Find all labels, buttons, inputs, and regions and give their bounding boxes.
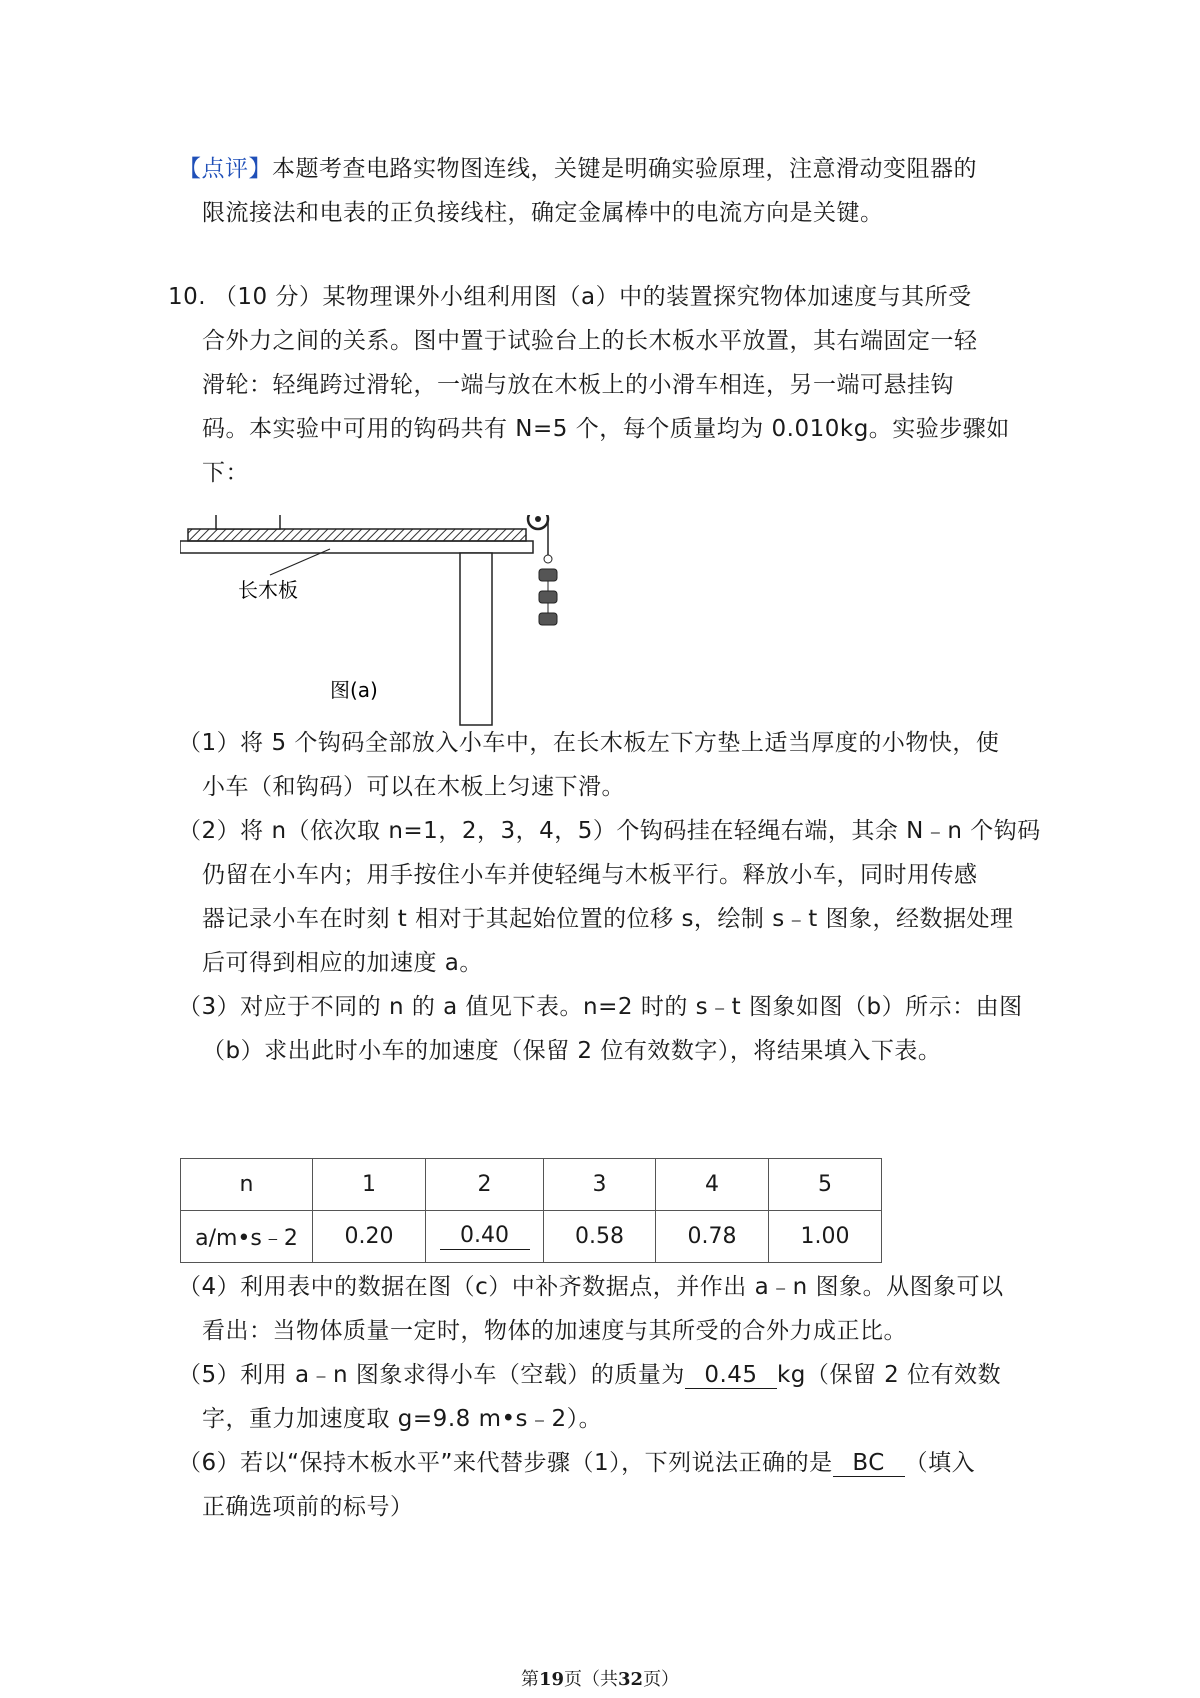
question-line-1	[168, 282, 972, 312]
comment-text-1: 本题考查电路实物图连线，关键是明确实验原理，注意滑动变阻器的	[272, 156, 977, 182]
comment-line-1	[178, 154, 977, 184]
long-board	[188, 529, 526, 541]
table-answer-a-2: 0.40	[440, 1223, 530, 1250]
cart	[216, 515, 280, 529]
footer-page-number: 19	[538, 1669, 564, 1690]
page-footer	[0, 1665, 1200, 1691]
step5-text-pre: （5）利用 a﹣n 图象求得小车（空载）的质量为	[178, 1362, 685, 1388]
step4-line1: （4）利用表中的数据在图（c）中补齐数据点，并作出 a﹣n 图象。从图象可以	[178, 1274, 1004, 1300]
board-label: 长木板	[238, 578, 298, 602]
step6-text-pre: （6）若以“保持木板水平”来代替步骤（1），下列说法正确的是	[178, 1450, 833, 1476]
footer-total-pages: 32	[618, 1669, 644, 1690]
step5-text-post: kg（保留 2 位有效数	[776, 1362, 1002, 1388]
footer-pre: 第	[520, 1669, 539, 1690]
step2-line1: （2）将 n（依次取 n=1，2，3，4，5）个钩码挂在轻绳右端，其余 N﹣n 个钩码	[178, 818, 1041, 844]
table-row-n	[181, 1159, 882, 1211]
table-row-a	[181, 1211, 882, 1263]
step3-line2: （b）求出此时小车的加速度（保留 2 位有效数字），将结果填入下表。	[202, 1038, 942, 1064]
step5-line1	[178, 1360, 1001, 1390]
table-cell-n-5: 5	[769, 1159, 882, 1211]
step6-line1	[178, 1448, 975, 1478]
figure-a-caption: 图(a)	[330, 678, 378, 702]
footer-mid: 页（共	[564, 1669, 618, 1690]
question-line-3: 滑轮：轻绳跨过滑轮，一端与放在木板上的小滑车相连，另一端可悬挂钩	[202, 372, 954, 398]
step6-text-post: （填入	[904, 1450, 976, 1476]
table-cell-n-3: 3	[544, 1159, 656, 1211]
comment-tag: 【点评】	[178, 156, 272, 182]
table-leg	[460, 553, 492, 725]
table-cell-a-2	[426, 1211, 544, 1263]
step3-line1: （3）对应于不同的 n 的 a 值见下表。n=2 时的 s﹣t 图象如图（b）所示：由图	[178, 994, 1023, 1020]
step1-line2: 小车（和钩码）可以在木板上匀速下滑。	[202, 774, 625, 800]
table-cell-n-1: 1	[313, 1159, 426, 1211]
footer-post: 页）	[643, 1669, 680, 1690]
question-line-5: 下：	[202, 460, 249, 486]
acceleration-table	[180, 1158, 882, 1263]
step5-line2: 字，重力加速度取 g=9.8 m•s﹣2）。	[202, 1406, 603, 1432]
question-line-2: 合外力之间的关系。图中置于试验台上的长木板水平放置，其右端固定一轻	[202, 328, 978, 354]
question-text-1: （10 分）某物理课外小组利用图（a）中的装置探究物体加速度与其所受	[213, 284, 972, 310]
table-cell-a-4: 0.78	[656, 1211, 769, 1263]
step2-line2: 仍留在小车内；用手按住小车并使轻绳与木板平行。释放小车，同时用传感	[202, 862, 978, 888]
step6-line2: 正确选项前的标号）	[202, 1494, 414, 1520]
table-top	[180, 541, 533, 553]
table-cell-a-5: 1.00	[769, 1211, 882, 1263]
hanging-weights	[539, 555, 557, 625]
question-line-4: 码。本实验中可用的钩码共有 N=5 个，每个质量均为 0.010kg。实验步骤如	[202, 416, 1010, 442]
step4-line2: 看出：当物体质量一定时，物体的加速度与其所受的合外力成正比。	[202, 1318, 907, 1344]
step5-answer: 0.45	[685, 1362, 777, 1389]
step2-line3: 器记录小车在时刻 t 相对于其起始位置的位移 s，绘制 s﹣t 图象，经数据处理	[202, 906, 1014, 932]
step6-answer: BC	[833, 1450, 905, 1477]
table-cell-n-2: 2	[426, 1159, 544, 1211]
step1-line1: （1）将 5 个钩码全部放入小车中，在长木板左下方垫上适当厚度的小物快，使	[178, 730, 1000, 756]
table-header-a: a/m•s﹣2	[181, 1211, 313, 1263]
comment-line-2: 限流接法和电表的正负接线柱，确定金属棒中的电流方向是关键。	[202, 200, 884, 226]
table-cell-a-3: 0.58	[544, 1211, 656, 1263]
table-cell-n-4: 4	[656, 1159, 769, 1211]
step2-line4: 后可得到相应的加速度 a。	[202, 950, 483, 976]
table-cell-a-1: 0.20	[313, 1211, 426, 1263]
table-header-n: n	[181, 1159, 313, 1211]
question-number: 10.	[168, 284, 207, 310]
